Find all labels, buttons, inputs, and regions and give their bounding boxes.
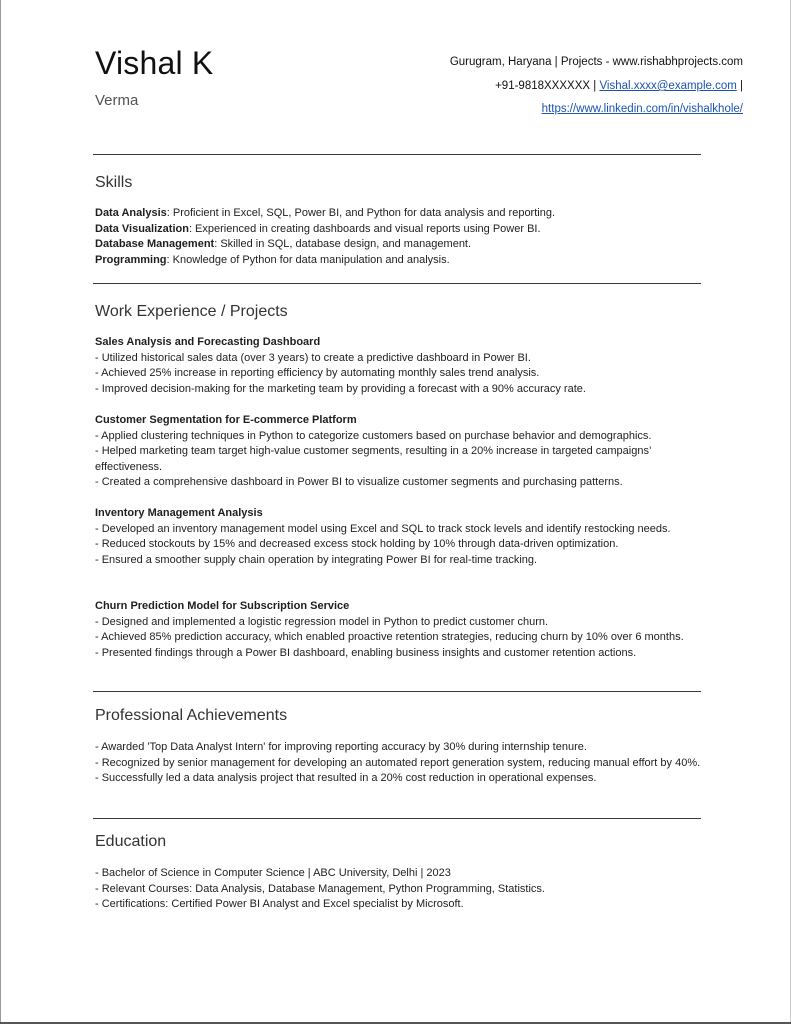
project-bullet: - Achieved 85% prediction accuracy, which enabled proactive retention strategies, reducing churn by 10% over 6 months. bbox=[95, 631, 684, 643]
candidate-name: Vishal K bbox=[95, 45, 214, 81]
contact-trailing-separator: | bbox=[736, 80, 743, 92]
achievement-bullet: - Successfully led a data analysis project that resulted in a 20% cost reduction in operational expenses. bbox=[95, 772, 597, 784]
candidate-surname: Verma bbox=[95, 92, 139, 109]
skill-label: Programming bbox=[95, 253, 167, 266]
skill-text: : Knowledge of Python for data manipulation and analysis. bbox=[166, 253, 450, 266]
education-bullet: - Bachelor of Science in Computer Science | ABC University, Delhi | 2023 bbox=[95, 867, 451, 879]
skill-label: Data Visualization bbox=[95, 222, 189, 235]
skill-item bbox=[95, 237, 701, 253]
project-title: Churn Prediction Model for Subscription Service bbox=[95, 600, 350, 612]
project-bullet: - Utilized historical sales data (over 3 years) to create a predictive dashboard in Power BI. bbox=[95, 351, 531, 364]
project-bullet: - Created a comprehensive dashboard in Power BI to visualize customer segments and purchasing patterns. bbox=[95, 476, 623, 488]
project-bullet: - Reduced stockouts by 15% and decreased excess stock holding by 10% through data-driven optimization. bbox=[95, 538, 619, 550]
skill-label: Data Analysis bbox=[95, 207, 167, 219]
work-heading: Work Experience / Projects bbox=[95, 303, 288, 320]
project-bullet: - Helped marketing team target high-value customer segments, resulting in a 20% increase in targeted campaigns’ effectiveness. bbox=[95, 445, 651, 473]
skill-item bbox=[95, 206, 701, 222]
skill-text: : Proficient in Excel, SQL, Power BI, and Python for data analysis and reporting. bbox=[166, 207, 556, 219]
skill-text: : Experienced in creating dashboards and visual reports using Power BI. bbox=[188, 222, 541, 235]
education-bullet: - Certifications: Certified Power BI Analyst and Excel specialist by Microsoft. bbox=[95, 898, 464, 910]
project-bullet: - Ensured a smoother supply chain operation by integrating Power BI for real-time tracking. bbox=[95, 553, 538, 566]
project-bullet: - Achieved 25% increase in reporting efficiency by automating monthly sales trend analysis. bbox=[95, 367, 540, 379]
education-heading: Education bbox=[95, 833, 167, 850]
skill-item bbox=[95, 253, 701, 269]
header-divider bbox=[93, 154, 701, 155]
contact-separator: | bbox=[590, 80, 600, 92]
phone-number: +91-9818XXXXXX bbox=[495, 80, 591, 92]
work-divider bbox=[93, 691, 701, 692]
project-bullet: - Developed an inventory management model using Excel and SQL to track stock levels and identify restocking needs. bbox=[95, 522, 671, 535]
skill-item bbox=[95, 222, 701, 238]
project-bullet: - Presented findings through a Power BI dashboard, enabling business insights and customer retention actions. bbox=[95, 646, 637, 659]
achievement-bullet: - Recognized by senior management for developing an automated report generation system, reducing manual effort by 40%. bbox=[95, 756, 701, 769]
project-sales-forecasting bbox=[95, 335, 701, 397]
achievements-divider bbox=[93, 818, 701, 819]
project-title: Inventory Management Analysis bbox=[95, 507, 263, 519]
contact-location-line: Gurugram, Haryana | Projects - www.rishabhprojects.com bbox=[449, 56, 743, 68]
skills-heading: Skills bbox=[95, 174, 133, 191]
email-link[interactable]: Vishal.xxxx@example.com bbox=[599, 80, 737, 92]
project-bullet: - Improved decision-making for the marketing team by providing a forecast with a 90% accuracy rate. bbox=[95, 382, 586, 395]
skill-text: : Skilled in SQL, database design, and management. bbox=[214, 238, 472, 250]
skills-divider bbox=[93, 283, 701, 284]
project-title: Customer Segmentation for E-commerce Platform bbox=[95, 414, 357, 426]
contact-linkedin-line bbox=[323, 101, 743, 117]
project-title: Sales Analysis and Forecasting Dashboard bbox=[95, 336, 321, 348]
contact-phone-email-line bbox=[323, 78, 743, 94]
page-border-left bbox=[0, 0, 1, 1024]
project-bullet: - Designed and implemented a logistic regression model in Python to predict customer churn. bbox=[95, 615, 549, 628]
project-bullet: - Applied clustering techniques in Python to categorize customers based on purchase behavior and demographics. bbox=[95, 429, 652, 442]
education-list bbox=[95, 866, 701, 913]
education-bullet: - Relevant Courses: Data Analysis, Database Management, Python Programming, Statistics. bbox=[95, 882, 545, 895]
skills-list bbox=[95, 206, 701, 268]
achievement-bullet: - Awarded 'Top Data Analyst Intern' for improving reporting accuracy by 30% during internship tenure. bbox=[95, 741, 587, 753]
project-customer-segmentation bbox=[95, 413, 701, 491]
project-inventory-management bbox=[95, 506, 701, 568]
linkedin-link[interactable]: https://www.linkedin.com/in/vishalkhole/ bbox=[541, 103, 743, 115]
achievements-heading: Professional Achievements bbox=[95, 707, 288, 724]
achievements-list bbox=[95, 740, 701, 787]
project-churn-prediction bbox=[95, 599, 701, 661]
skill-label: Database Management bbox=[95, 238, 215, 250]
